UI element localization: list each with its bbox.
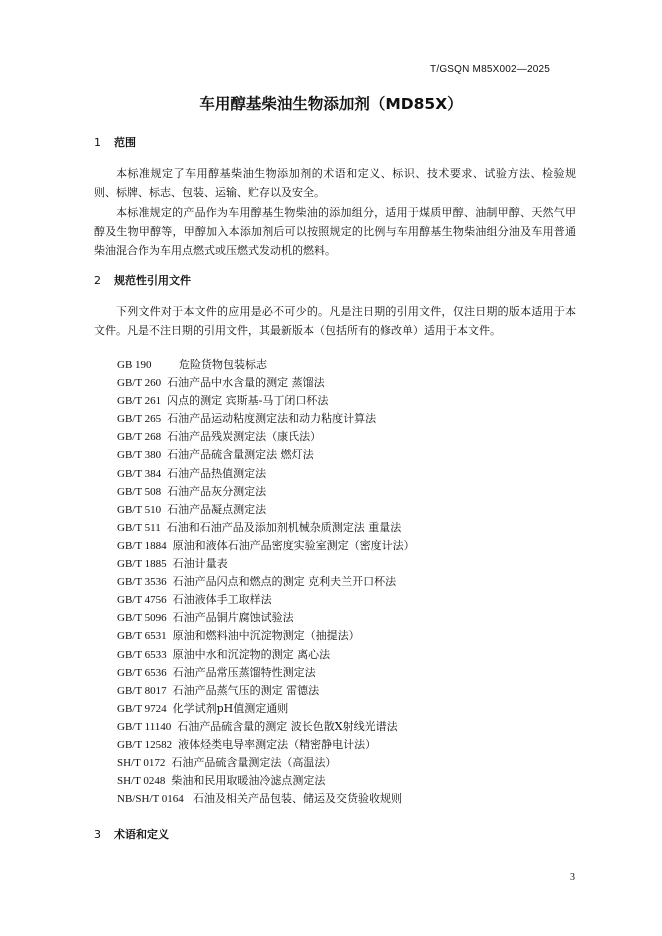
reference-code: GB/T 384: [117, 467, 162, 480]
reference-code: SH/T 0172: [117, 757, 166, 770]
section-title: 范围: [114, 136, 136, 149]
section-number: 2: [94, 274, 101, 287]
reference-title: 石油产品运动粘度测定法和动力粘度计算法: [167, 412, 377, 426]
reference-item: [117, 627, 415, 645]
reference-item: [117, 428, 415, 446]
section-heading-normative-references: [94, 272, 191, 288]
reference-code: GB/T 510: [117, 503, 162, 516]
reference-item: [117, 446, 415, 464]
reference-title: 石油产品灰分测定法: [167, 484, 267, 498]
reference-item: [117, 465, 415, 483]
reference-code: GB/T 268: [117, 431, 162, 444]
reference-code: GB/T 508: [117, 485, 162, 498]
reference-title: 石油产品闪点和燃点的测定 克利夫兰开口杯法: [172, 575, 397, 589]
reference-title: 石油产品硫含量测定法（高温法）: [171, 756, 337, 770]
reference-title: 石油产品热值测定法: [167, 466, 267, 480]
reference-item: [117, 410, 415, 428]
standard-code: T/GSQN M85X002—2025: [430, 64, 550, 75]
section-number: 3: [94, 828, 101, 841]
reference-title: 原油和燃料油中沉淀物测定（抽提法）: [172, 629, 360, 643]
reference-title: 石油产品凝点测定法: [167, 502, 267, 516]
document-title: 车用醇基柴油生物添加剂（MD85X）: [199, 95, 463, 113]
scope-paragraph-2: 本标准规定的产品作为车用醇基生物柴油的添加组分，适用于煤质甲醇、油制甲醇、天然气甲醇及生物甲醇等，甲醇加入本添加剂后可以按照规定的比例与车用醇基生物柴油组分油及车用普通柴油混合作为车用点燃式或压燃式发动机的燃料。: [94, 205, 576, 258]
section-title: 规范性引用文件: [114, 274, 191, 287]
reference-item: [117, 646, 415, 664]
reference-code: GB/T 6533: [117, 648, 167, 661]
reference-title: 石油产品残炭测定法（康氏法）: [167, 430, 322, 444]
reference-item: [117, 718, 415, 736]
reference-code: GB/T 511: [117, 521, 161, 534]
reference-item: [117, 573, 415, 591]
reference-code: GB/T 380: [117, 449, 162, 462]
reference-code: GB/T 8017: [117, 684, 167, 697]
reference-title: 石油产品铜片腐蚀试验法: [172, 611, 294, 625]
reference-list: [117, 356, 415, 808]
section-number: 1: [94, 136, 101, 149]
reference-code: GB/T 1885: [117, 558, 167, 571]
reference-item: [117, 754, 415, 772]
reference-title: 危险货物包装标志: [179, 358, 267, 371]
reference-title: 石油和石油产品及添加剂机械杂质测定法 重量法: [166, 520, 402, 534]
section-heading-terms: [94, 826, 169, 842]
reference-item: [117, 772, 415, 790]
reference-item: [117, 700, 415, 718]
reference-code: NB/SH/T 0164: [117, 793, 184, 806]
reference-title: 原油和液体石油产品密度实验室测定（密度计法）: [172, 538, 415, 552]
reference-title: 石油产品常压蒸馏特性测定法: [172, 665, 316, 679]
reference-code: GB/T 265: [117, 413, 162, 426]
reference-item: [117, 537, 415, 555]
reference-title: 石油计量表: [172, 557, 228, 571]
reference-title: 闪点的测定 宾斯基-马丁闭口杯法: [167, 394, 329, 408]
scope-paragraph-1: 本标准规定了车用醇基柴油生物添加剂的术语和定义、标识、技术要求、试验方法、检验规则、标牌、标志、包装、运输、贮存以及安全。: [94, 167, 576, 200]
reference-item: [117, 790, 415, 808]
reference-item: [117, 501, 415, 519]
reference-code: GB/T 260: [117, 377, 162, 390]
reference-item: [117, 374, 415, 392]
reference-item: [117, 609, 415, 627]
reference-title: 石油产品硫含量的测定 波长色散X射线光谱法: [177, 719, 398, 733]
reference-item: [117, 591, 415, 609]
reference-item: [117, 736, 415, 754]
reference-title: 石油产品蒸气压的测定 雷德法: [172, 683, 320, 697]
reference-item: [117, 519, 415, 537]
reference-code: GB/T 5096: [117, 612, 167, 625]
reference-item: [117, 483, 415, 501]
reference-item: [117, 356, 415, 374]
section-heading-scope: [94, 134, 136, 150]
reference-item: [117, 555, 415, 573]
reference-title: 柴油和民用取暖油冷滤点测定法: [171, 774, 326, 788]
reference-title: 石油及相关产品包装、储运及交货验收规则: [193, 792, 402, 806]
reference-code: GB/T 3536: [117, 576, 167, 589]
reference-item: [117, 664, 415, 682]
reference-title: 石油液体手工取样法: [172, 593, 272, 607]
reference-title: 化学试剂pH值测定通则: [172, 701, 289, 715]
reference-code: SH/T 0248: [117, 775, 166, 788]
reference-title: 液体烃类电导率测定法（精密静电计法）: [178, 737, 377, 751]
reference-code: GB/T 11140: [117, 720, 172, 733]
reference-title: 石油产品硫含量测定法 燃灯法: [167, 448, 314, 462]
reference-code: GB/T 4756: [117, 594, 167, 607]
reference-code: GB/T 6531: [117, 630, 167, 643]
reference-code: GB/T 9724: [117, 702, 167, 715]
reference-code: GB/T 261: [117, 395, 162, 408]
reference-code: GB/T 6536: [117, 666, 167, 679]
section-title: 术语和定义: [114, 828, 169, 841]
reference-item: [117, 682, 415, 700]
reference-title: 石油产品中水含量的测定 蒸馏法: [167, 376, 325, 390]
reference-code: GB/T 12582: [117, 738, 173, 751]
normative-intro-paragraph: 下列文件对于本文件的应用是必不可少的。凡是注日期的引用文件，仅注日期的版本适用于本文件。凡是不注日期的引用文件，其最新版本（包括所有的修改单）适用于本文件。: [94, 305, 576, 338]
reference-code: GB 190: [117, 359, 152, 371]
reference-item: [117, 392, 415, 410]
reference-title: 原油中水和沉淀物的测定 离心法: [172, 647, 331, 661]
page-number: 3: [570, 872, 575, 883]
reference-code: GB/T 1884: [117, 539, 167, 552]
